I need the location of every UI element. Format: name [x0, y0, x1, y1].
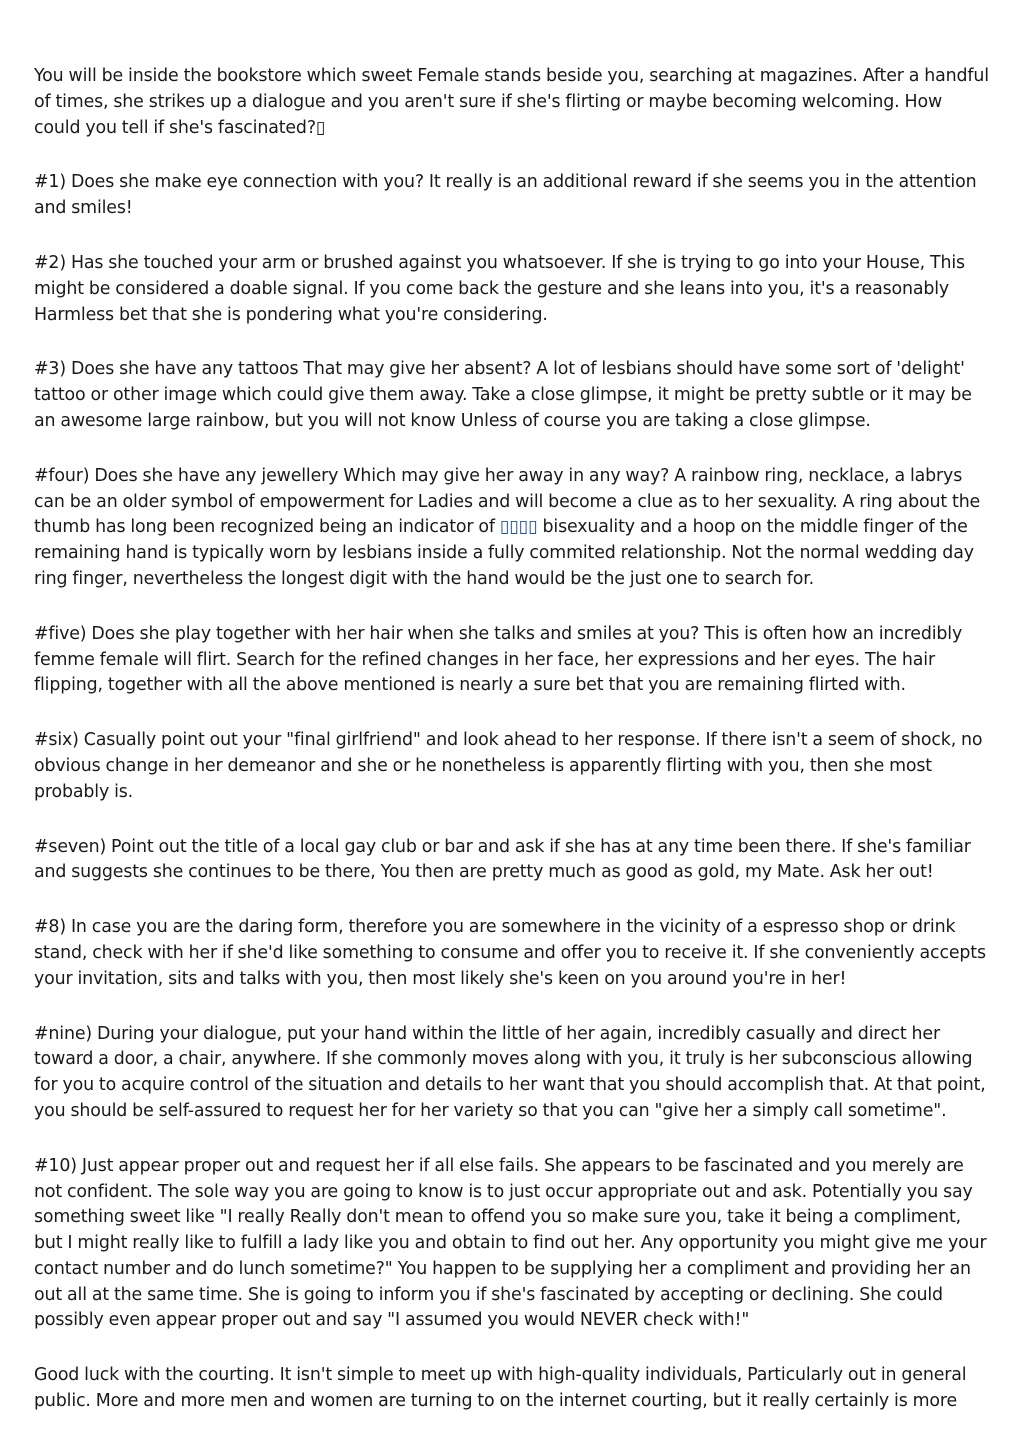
tip-5-paragraph: #five) Does she play together with her hair when she talks and smiles at you? This is often how an incredibly femme female will flirt. Search for the refined changes in her face, her expressions and her eyes. The hair flipping, together with all the above mentioned is nearly a sure bet that you are remaining flirted with. [34, 623, 963, 696]
tip-4-text-before: #four) Does she have any jewellery Which may give her away in any way? A rainbow ring, necklace, a labrys can be an older symbol of empowerment for Ladies and will become a clue as to her sexuality. A ring about the thumb has long been recognized being an indicator of [34, 465, 981, 538]
tip-7-paragraph: #seven) Point out the title of a local gay club or bar and ask if she has at any time been there. If she's familiar and suggests she continues to be there, You then are pretty much as good as gold, my Mate. Ask her out! [34, 836, 971, 883]
tip-6-paragraph: #six) Casually point out your "final girlfriend" and look ahead to her response. If there isn't a seem of shock, no obvious change in her demeanor and she or he nonetheless is apparently flirting with you, then she most probably is. [34, 730, 983, 802]
tip-1-paragraph: #1) Does she make eye connection with you? It really is an additional reward if she seems you in the attention and smiles! [34, 172, 977, 219]
tip-3-paragraph: #3) Does she have any tattoos That may give her absent? A lot of lesbians should have some sort of 'delight' tattoo or other image which could give them away. Take a close glimpse, it might be pretty subtle or it may be an awesome large rainbow, but you will not know Unless of course you are taking a close glimpse. [34, 359, 972, 431]
inline-link[interactable]: ▯▯▯▯ [499, 517, 538, 538]
document-body [34, 64, 992, 1415]
tip-9-paragraph: #nine) During your dialogue, put your hand within the little of her again, incredibly casually and direct her toward a door, a chair, anywhere. If she commonly moves along with you, it truly is her subconscious allowing for you to acquire control of the situation and details to her want that you should accomplish that. At that point, you should be self-assured to request her for her variety so that you can "give her a simply call sometime". [34, 1023, 986, 1121]
tip-10-paragraph: #10) Just appear proper out and request her if all else fails. She appears to be fascinated and you merely are not confident. The sole way you are going to know is to just occur appropriate out and ask. Potentially you say something sweet like "I really Really don't mean to offend you so make sure you, take it being a compliment, but I might really like to fulfill a lady like you and obtain to find out her. Any opportunity you might give me your contact number and do lunch sometime?" You happen to be supplying her a compliment and providing her an out all at the same time. She is going to inform you if she's fascinated by accepting or declining. She could possibly even appear proper out and say "I assumed you would NEVER check with!" [34, 1155, 987, 1331]
tip-8-paragraph: #8) In case you are the daring form, therefore you are somewhere in the vicinity of a espresso shop or drink stand, check with her if she'd like something to consume and offer you to receive it. If she conveniently accepts your invitation, sits and talks with you, then most likely she's keen on you around you're in her! [34, 917, 986, 989]
tip-4-paragraph [34, 464, 992, 593]
tip-2-paragraph: #2) Has she touched your arm or brushed against you whatsoever. If she is trying to go into your House, This might be considered a doable signal. If you come back the gesture and she leans into you, it's a reasonably Harmless bet that she is pondering what you're considering. [34, 252, 965, 325]
closing-paragraph: Good luck with the courting. It isn't simple to meet up with high-quality individuals, Particularly out in general public. More and more men and women are turning to on the internet courting, but it really certainly is more [34, 1365, 967, 1412]
intro-paragraph: You will be inside the bookstore which sweet Female stands beside you, searching at magazines. After a handful of times, she strikes up a dialogue and you aren't sure if she's flirting or maybe becoming welcoming. How could you tell if she's fascinated?▯ [34, 66, 989, 138]
tip-4-text-after: bisexuality and a hoop on the middle finger of the remaining hand is typically worn by lesbians inside a fully commited relationship. Not the normal wedding day ring finger, nevertheless the longest digit with the hand would be the just one to search for. [34, 517, 974, 589]
